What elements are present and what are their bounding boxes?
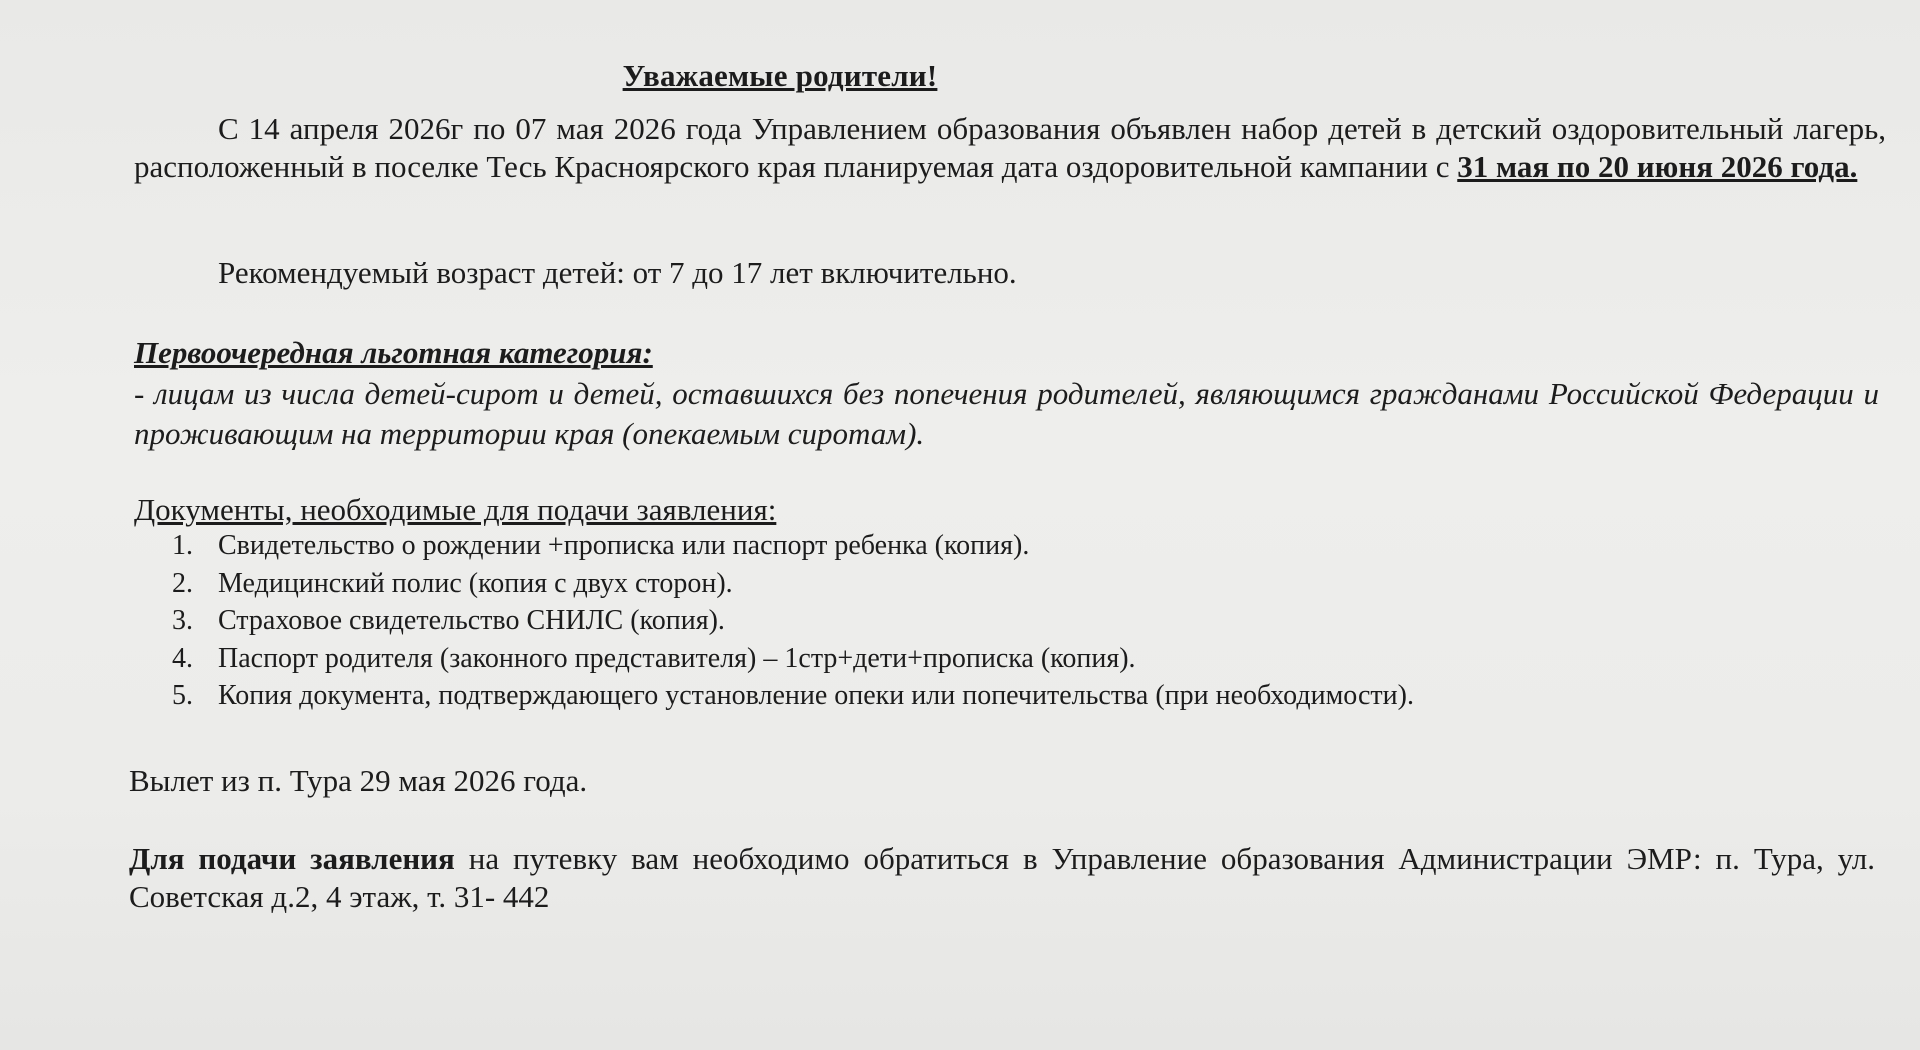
category-text: - лицам из числа детей-сирот и детей, оставшихся без попечения родителей, являющимся гражданами Российской Федерации и проживающим на территории края (опекаемым сиротам). [134, 376, 1879, 451]
list-item-text: Свидетельство о рождении +прописка или паспорт ребенка (копия). [218, 530, 1030, 561]
list-item-number: 2. [172, 567, 193, 599]
apply-bold-lead: Для подачи заявления [129, 841, 455, 876]
list-item [172, 643, 1414, 681]
page-title: Уважаемые родители! [622, 58, 938, 93]
documents-title: Документы, необходимые для подачи заявления: [134, 492, 777, 527]
list-item-text: Паспорт родителя (законного представителя) – 1стр+дети+прописка (копия). [218, 642, 1136, 674]
apply-text: на путевку вам необходимо обратиться в Управление образования Администрации ЭМР: п. Тура, ул. Советская д.2, 4 этаж, т. 31- 442 [129, 841, 1876, 914]
departure-text: Вылет из п. Тура 29 мая 2026 года. [129, 763, 588, 798]
list-item [172, 530, 1414, 568]
apply-paragraph [129, 840, 1875, 916]
camp-dates: 31 мая по 20 июня 2026 года. [1457, 149, 1858, 184]
age-text: Рекомендуемый возраст детей: от 7 до 17 лет включительно. [218, 255, 1017, 290]
list-item-number: 3. [172, 605, 193, 636]
intro-text: С 14 апреля 2026г по 07 мая 2026 года Управлением образования объявлен набор детей в детский оздоровительный лагерь, расположенный в поселке Тесь Красноярского края планируемая дата оздоровительной кампании с [134, 111, 1886, 184]
list-item [172, 568, 1414, 606]
list-item [172, 680, 1414, 718]
intro-paragraph [134, 110, 1886, 186]
list-item [172, 605, 1414, 643]
list-item-text: Копия документа, подтверждающего установление опеки или попечительства (при необходимости). [218, 680, 1414, 711]
category-title: Первоочередная льготная категория: [134, 335, 653, 370]
list-item-number: 5. [172, 680, 193, 711]
list-item-text: Страховое свидетельство СНИЛС (копия). [218, 605, 725, 636]
list-item-number: 4. [172, 642, 193, 674]
documents-list [172, 530, 1414, 718]
list-item-text: Медицинский полис (копия с двух сторон). [218, 567, 733, 599]
list-item-number: 1. [172, 530, 193, 561]
